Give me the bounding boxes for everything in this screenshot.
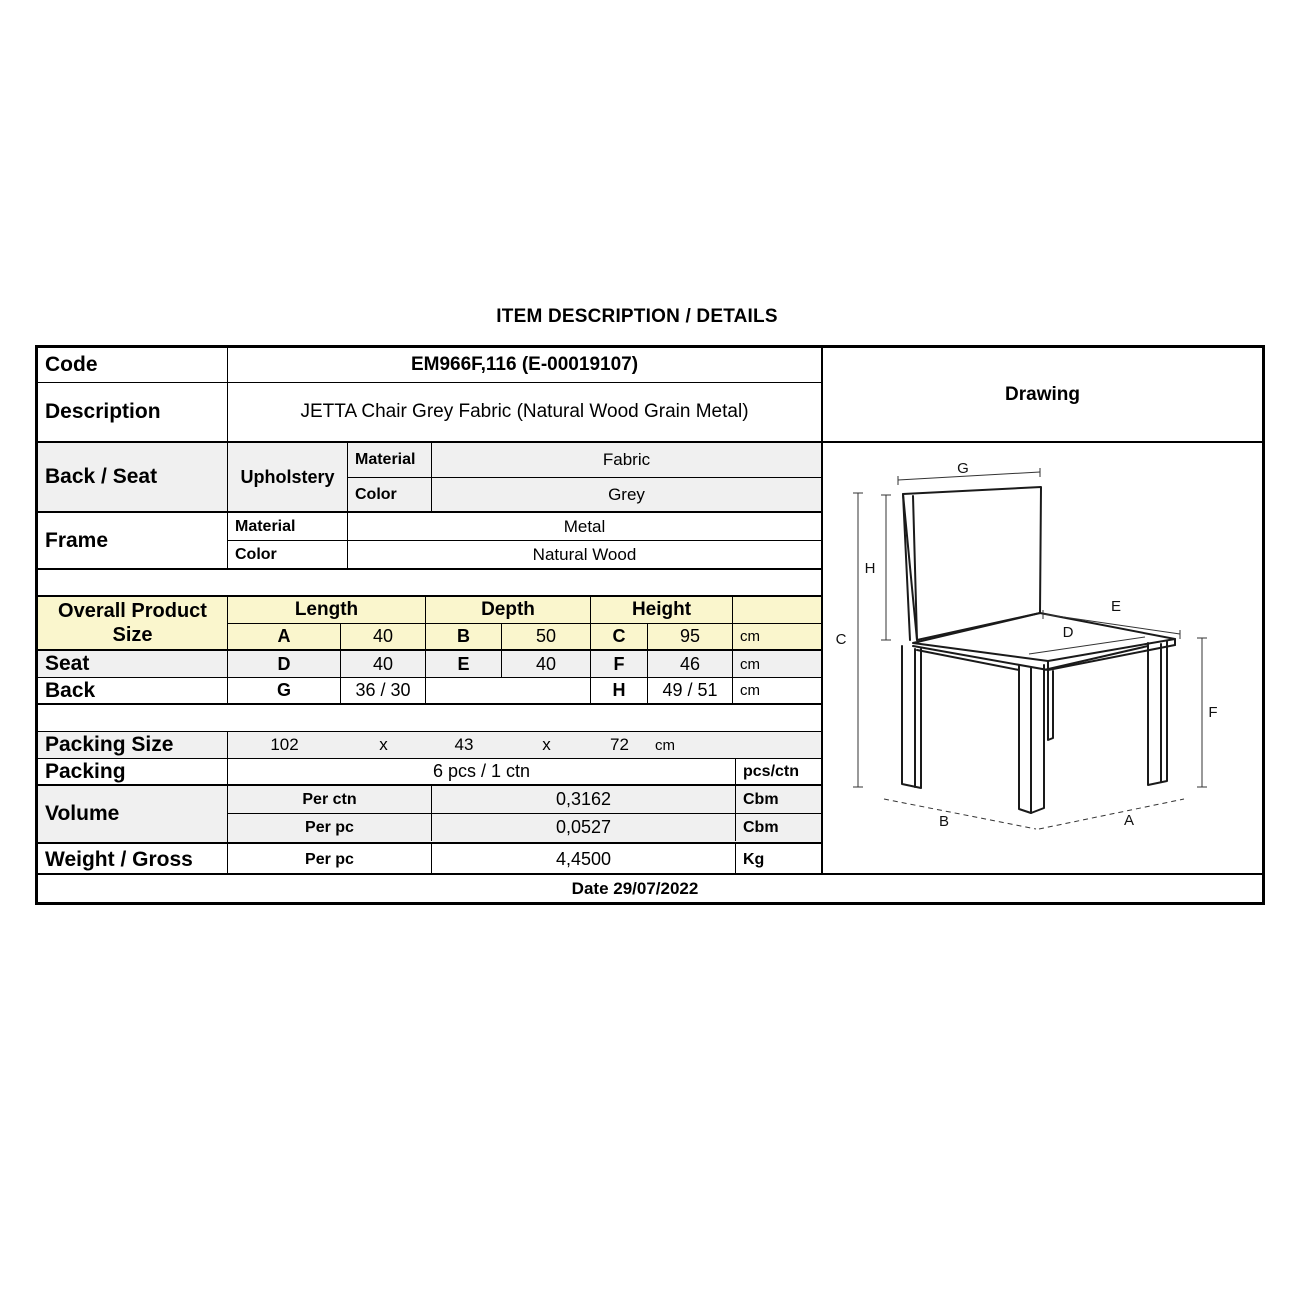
per-pc-label: Per pc	[228, 814, 432, 841]
frame-color-value: Natural Wood	[532, 544, 637, 564]
overall-size-label-line1: Overall Product	[58, 600, 207, 622]
frame-section	[38, 513, 821, 570]
packing-size-unit: cm	[655, 736, 675, 754]
spec-sheet-table	[35, 345, 1265, 905]
dim-a-value: 40	[341, 624, 426, 649]
description-label: Description	[38, 383, 228, 441]
packing-size-row	[38, 732, 821, 759]
back-seat-section	[38, 443, 821, 513]
dim-g-key: G	[228, 678, 341, 703]
dim-a-key: A	[228, 624, 341, 649]
frame-material-label: Material	[228, 513, 348, 540]
packing-size-value-3: 72	[610, 735, 629, 754]
description-row	[38, 383, 821, 443]
code-value: EM966F,116 (E-00019107)	[410, 354, 639, 375]
dim-d-value: 40	[341, 651, 426, 677]
weight-row	[38, 844, 821, 875]
packing-value: 6 pcs / 1 ctn	[228, 759, 736, 784]
volume-section	[38, 786, 821, 844]
page-title: ITEM DESCRIPTION / DETAILS	[496, 306, 778, 327]
dim-d-key: D	[228, 651, 341, 677]
details-table	[38, 348, 821, 875]
weight-unit: Kg	[743, 850, 765, 868]
upholstery-material-label: Material	[348, 443, 432, 477]
description-value: JETTA Chair Grey Fabric (Natural Wood Grain Metal)	[300, 401, 749, 422]
per-ctn-label: Per ctn	[228, 786, 432, 813]
dim-label-b: B	[938, 813, 950, 830]
dim-c-key: C	[591, 624, 648, 649]
packing-size-sep-1: x	[379, 735, 388, 754]
depth-header: Depth	[426, 597, 591, 623]
dim-c-value: 95	[648, 624, 733, 649]
spacer-row-2	[38, 705, 821, 732]
packing-size-label: Packing Size	[38, 732, 228, 758]
packing-size-values	[228, 732, 821, 758]
overall-row-unit: cm	[740, 628, 760, 645]
dim-label-a: A	[1123, 812, 1135, 829]
weight-label: Weight / Gross	[38, 844, 228, 875]
dim-h-key: H	[591, 678, 648, 703]
back-label: Back	[38, 678, 228, 703]
dim-e-value: 40	[502, 651, 591, 677]
back-seat-label: Back / Seat	[38, 443, 228, 511]
per-ctn-unit: Cbm	[743, 790, 779, 808]
dim-f-key: F	[591, 651, 648, 677]
upholstery-label: Upholstery	[228, 443, 348, 511]
dim-label-d: D	[1062, 624, 1074, 641]
back-row	[38, 678, 821, 705]
seat-label: Seat	[38, 651, 228, 677]
code-label: Code	[38, 348, 228, 382]
packing-label: Packing	[38, 759, 228, 784]
dim-label-g: G	[957, 460, 969, 477]
dim-h-value: 49 / 51	[648, 678, 733, 703]
date-text: Date 29/07/2022	[571, 878, 699, 898]
weight-value: 4,4500	[432, 844, 736, 875]
dim-label-f: F	[1208, 704, 1218, 721]
dim-label-e: E	[1110, 598, 1122, 615]
dim-g-value: 36 / 30	[341, 678, 426, 703]
code-row	[38, 348, 821, 383]
packing-size-value-2: 43	[454, 735, 474, 754]
seat-row-unit: cm	[740, 655, 760, 673]
dim-f-value: 46	[648, 651, 733, 677]
upholstery-color-label: Color	[348, 478, 432, 511]
seat-row	[38, 651, 821, 678]
overall-size-label-line2: Size	[112, 624, 153, 646]
per-pc-value: 0,0527	[432, 814, 736, 841]
frame-color-label: Color	[228, 541, 348, 568]
overall-size-label	[38, 597, 228, 649]
back-row-unit: cm	[740, 682, 760, 699]
dim-label-c: C	[835, 631, 847, 648]
per-pc-unit: Cbm	[743, 818, 779, 836]
drawing-panel	[821, 348, 1262, 873]
drawing-title: Drawing	[823, 348, 1262, 443]
frame-material-value: Metal	[563, 516, 606, 536]
packing-unit: pcs/ctn	[743, 762, 800, 780]
packing-size-value-1: 102	[270, 735, 299, 754]
spacer-row	[38, 570, 821, 597]
dim-e-key: E	[426, 651, 502, 677]
weight-per-label: Per pc	[228, 844, 432, 875]
dim-label-h: H	[864, 560, 876, 577]
dim-b-key: B	[426, 624, 502, 649]
packing-size-sep-2: x	[542, 735, 551, 754]
upholstery-color-value: Grey	[608, 484, 645, 504]
back-row-empty-cell	[426, 678, 591, 703]
upholstery-material-value: Fabric	[602, 450, 651, 469]
size-header-unit-cell	[733, 597, 821, 623]
volume-label: Volume	[38, 786, 228, 842]
dim-b-value: 50	[502, 624, 591, 649]
date-row	[38, 873, 1262, 902]
length-header: Length	[228, 597, 426, 623]
per-ctn-value: 0,3162	[432, 786, 736, 813]
frame-label: Frame	[38, 513, 228, 568]
chair-drawing	[823, 443, 1262, 873]
overall-size-section	[38, 597, 821, 651]
packing-row	[38, 759, 821, 786]
height-header: Height	[591, 597, 733, 623]
